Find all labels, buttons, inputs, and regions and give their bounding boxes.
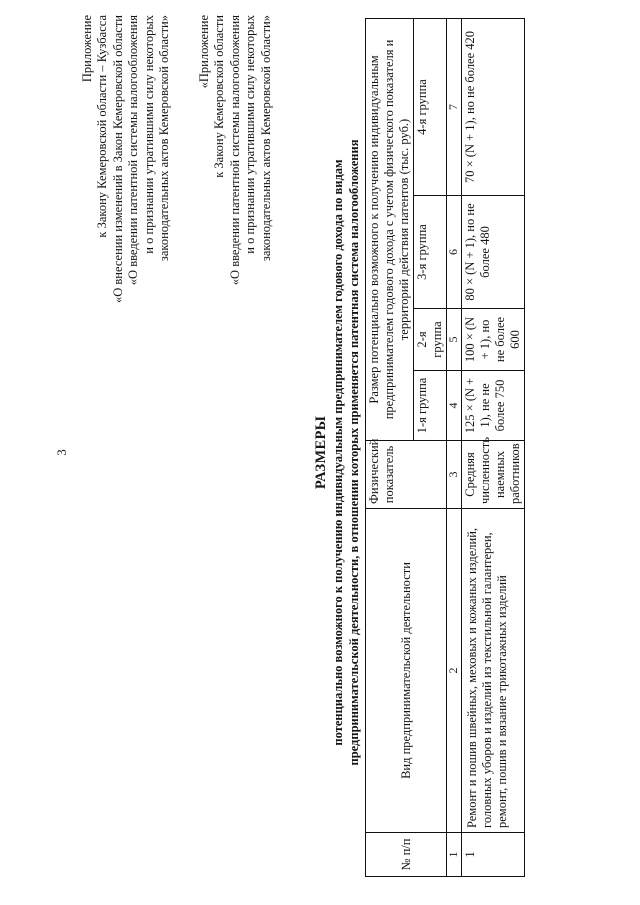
- document-title: РАЗМЕРЫ: [313, 415, 329, 490]
- column-number: 4: [447, 371, 462, 441]
- column-number: 5: [447, 309, 462, 371]
- column-number: 1: [447, 833, 462, 877]
- table-row: [462, 18, 525, 876]
- header-group-4: 4-я группа: [414, 18, 447, 195]
- header-physical-indicator: Физический показатель: [366, 441, 447, 509]
- appendix-quote-line: «О введении патентной системы налогообложения: [227, 15, 242, 286]
- column-number: 6: [447, 196, 462, 309]
- appendix-quote-line: законодательных актов Кемеровской области»: [258, 15, 273, 262]
- document-subtitle-line: потенциально возможного к получению индивидуальным предпринимателем годового дохода по видам: [331, 159, 345, 746]
- header-group-1: 1-я группа: [414, 371, 447, 441]
- appendix-line: законодательных актов Кемеровской области»: [157, 15, 172, 262]
- appendix-quote-line: к Закону Кемеровской области: [212, 15, 227, 178]
- appendix-line: «О введении патентной системы налогообложения: [126, 15, 141, 286]
- page-number: 3: [54, 449, 69, 456]
- appendix-quote-line: «Приложение: [197, 15, 211, 89]
- income-size-table: [365, 18, 525, 877]
- header-number: № п/п: [366, 833, 447, 877]
- appendix-line: к Закону Кемеровской области – Кузбасса: [95, 15, 110, 238]
- column-number-row: [447, 18, 462, 876]
- row-number: 1: [462, 833, 525, 877]
- document-subtitle-line: предпринимательской деятельности, в отношении которых применяется патентная система налогообложения: [347, 139, 361, 766]
- appendix-line: и о признании утратившими силу некоторых: [141, 15, 156, 254]
- column-number: 7: [447, 18, 462, 195]
- column-number: 3: [447, 441, 462, 509]
- header-activity: Вид предпринимательской деятельности: [366, 509, 447, 833]
- row-value-group-3: 80 × (N + 1), но не более 480: [462, 196, 525, 309]
- header-group-3: 3-я группа: [414, 196, 447, 309]
- row-value-group-1: 125 × (N + 1), не не более 750: [462, 371, 525, 441]
- appendix-line: Приложение: [80, 15, 94, 83]
- appendix-line: «О внесении изменений в Закон Кемеровской области: [110, 15, 125, 304]
- appendix-quote-block: [197, 15, 274, 325]
- appendix-quote-line: и о признании утратившими силу некоторых: [243, 15, 258, 254]
- column-number: 2: [447, 509, 462, 833]
- row-activity: Ремонт и пошив швейных, меховых и кожаных изделий, головных уборов и изделий из текстильной галантереи, ремонт, пошив и вязание трикотажных изделий: [462, 509, 525, 833]
- row-value-group-2: 100 × (N + 1), но не более 600: [462, 309, 525, 371]
- header-income-size: Размер потенциально возможного к получению индивидуальным предпринимателем годового дохода с учетом физического показателя и территорий действия патентов (тыс. руб.): [366, 18, 414, 440]
- header-group-2: 2-я группа: [414, 309, 447, 371]
- row-physical-indicator: Средняя численность наемных работников: [462, 441, 525, 509]
- appendix-block: [80, 15, 172, 325]
- row-value-group-4: 70 × (N + 1), но не более 420: [462, 18, 525, 195]
- table-header-row: [366, 18, 414, 876]
